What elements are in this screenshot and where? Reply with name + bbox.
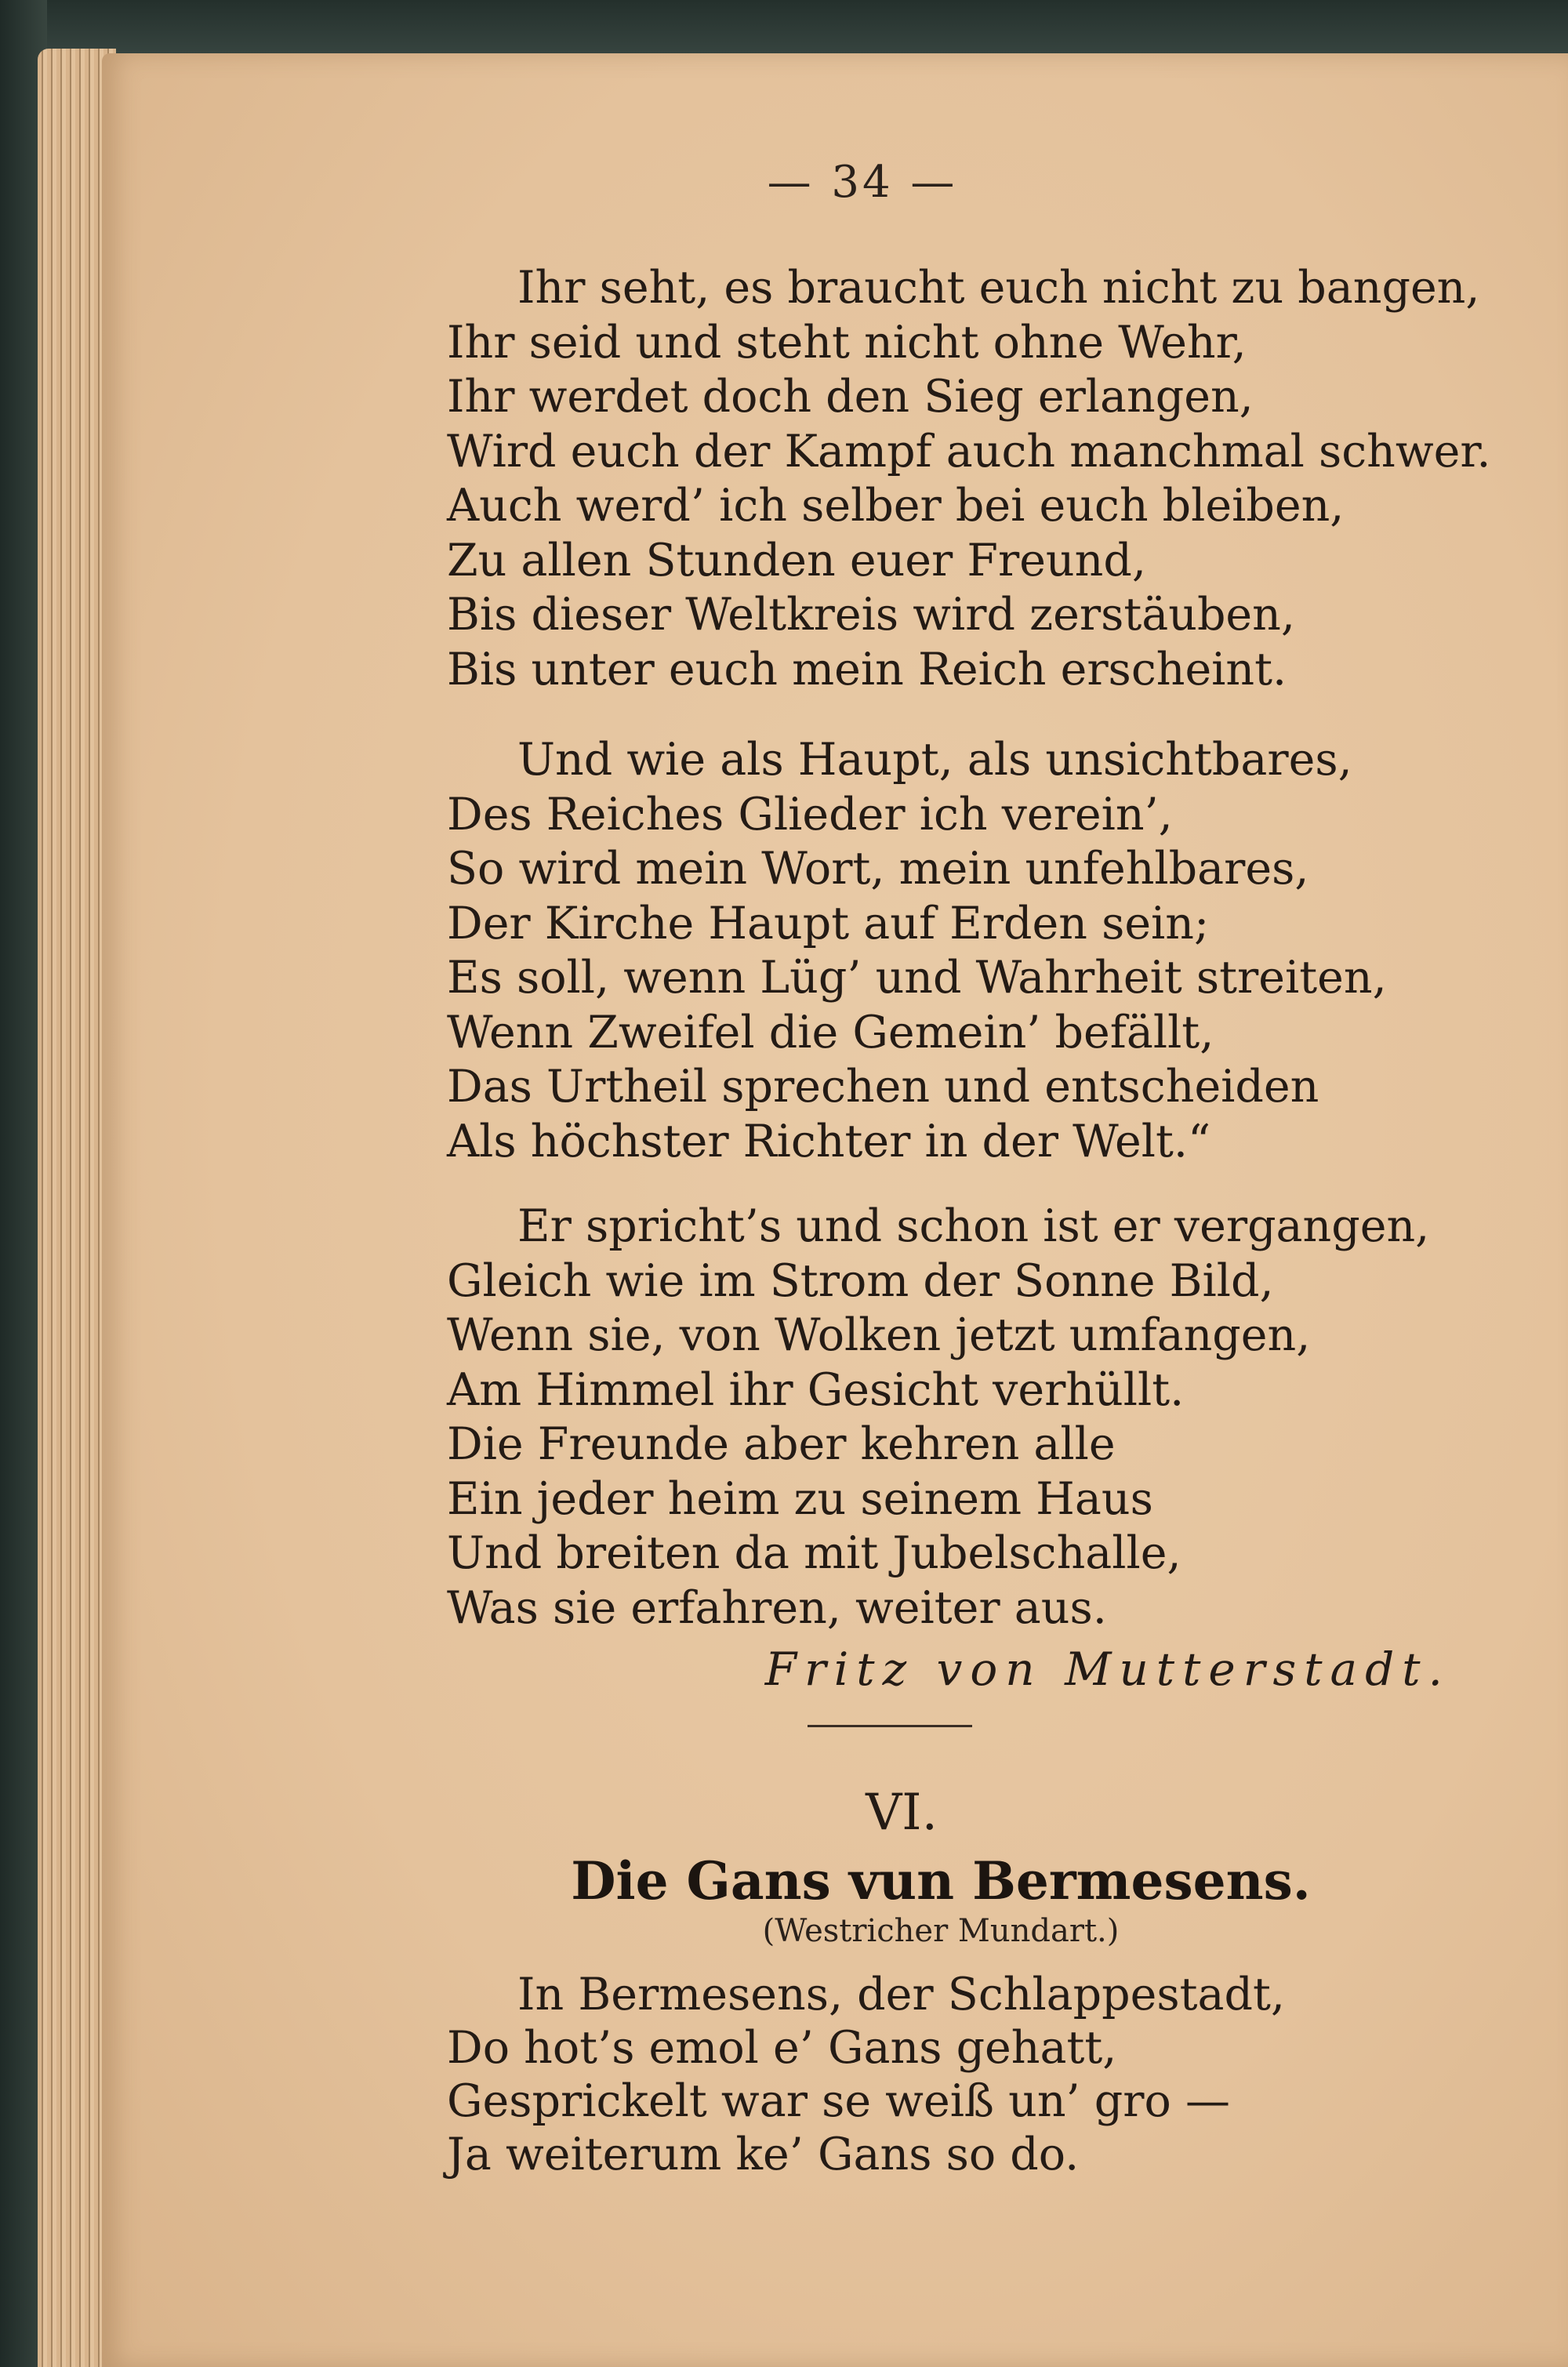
page-number: — 34 — bbox=[767, 157, 958, 208]
verse-line: Bis unter euch mein Reich erscheint. bbox=[447, 643, 1287, 695]
verse-line: Er spricht’s und schon ist er vergangen, bbox=[517, 1200, 1430, 1252]
verse-line: Wenn sie, von Wolken jetzt umfangen, bbox=[447, 1309, 1311, 1361]
verse-line: Gleich wie im Strom der Sonne Bild, bbox=[447, 1254, 1274, 1307]
verse-line: Als höchster Richter in der Welt.“ bbox=[447, 1115, 1211, 1167]
stanza-2 bbox=[447, 733, 1466, 1169]
verse-line: Wenn Zweifel die Gemein’ befällt, bbox=[447, 1006, 1214, 1058]
verse-line: Zu allen Stunden euer Freund, bbox=[447, 534, 1146, 586]
verse-line: Und breiten da mit Jubelschalle, bbox=[447, 1527, 1181, 1579]
stanza-1 bbox=[447, 261, 1491, 697]
verse-line: Do hot’s emol e’ Gans gehatt, bbox=[447, 2022, 1117, 2074]
verse-line: Wird euch der Kampf auch manchmal schwer. bbox=[447, 425, 1491, 477]
verse-line: Ein jeder heim zu seinem Haus bbox=[447, 1472, 1153, 1525]
section-number: VI. bbox=[866, 1784, 938, 1842]
poem-subtitle: (Westricher Mundart.) bbox=[762, 1913, 1120, 1949]
author-signature: Fritz von Mutterstadt. bbox=[764, 1643, 1450, 1696]
verse-line: Ja weiterum ke’ Gans so do. bbox=[447, 2129, 1080, 2180]
verse-line: Bis dieser Weltkreis wird zerstäuben, bbox=[447, 589, 1295, 641]
verse-line: So wird mein Wort, mein unfehlbares, bbox=[447, 843, 1309, 895]
verse-line: Was sie erfahren, weiter aus. bbox=[447, 1581, 1107, 1634]
poem-title: Die Gans vun Bermesens. bbox=[571, 1850, 1311, 1911]
verse-line: Des Reiches Glieder ich verein’, bbox=[447, 788, 1173, 840]
verse-line: Die Freunde aber kehren alle bbox=[447, 1418, 1116, 1470]
section-divider bbox=[808, 1725, 972, 1727]
verse-line: Ihr seid und steht nicht ohne Wehr, bbox=[447, 316, 1247, 368]
verse-line: Ihr seht, es braucht euch nicht zu bangen, bbox=[517, 262, 1480, 314]
verse-line: Gesprickelt war se weiß un’ gro — bbox=[447, 2075, 1230, 2127]
verse-line: In Bermesens, der Schlappestadt, bbox=[517, 1969, 1286, 2020]
verse-line: Es soll, wenn Lüg’ und Wahrheit streiten, bbox=[447, 952, 1387, 1004]
stanza-4 bbox=[447, 1968, 1466, 2181]
verse-line: Auch werd’ ich selber bei euch bleiben, bbox=[447, 480, 1345, 532]
verse-line: Das Urtheil sprechen und entscheiden bbox=[447, 1061, 1319, 1113]
verse-line: Der Kirche Haupt auf Erden sein; bbox=[447, 897, 1210, 949]
stanza-3 bbox=[447, 1200, 1466, 1635]
verse-line: Am Himmel ihr Gesicht verhüllt. bbox=[447, 1363, 1185, 1416]
verse-line: Und wie als Haupt, als unsichtbares, bbox=[517, 734, 1352, 786]
verse-line: Ihr werdet doch den Sieg erlangen, bbox=[447, 371, 1254, 423]
